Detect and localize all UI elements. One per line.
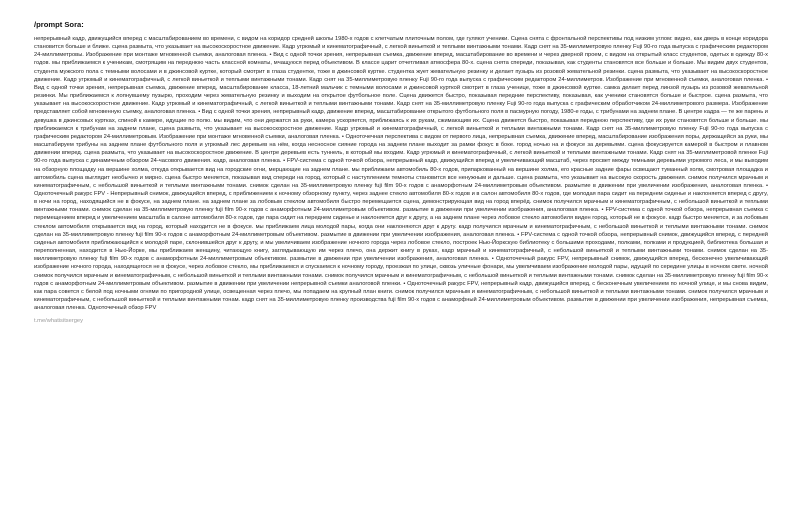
post-container — [34, 20, 768, 510]
post-title: /prompt Sora: — [34, 20, 84, 29]
channel-watermark: t.me/whatisitsergey — [34, 318, 83, 325]
post-body: непрерывный кадр, движущийся вперед с масштабированием во времени, с видом на коридор средней школы 1980-х годов с клетчатым плиточным полом, где гуляют ученики. Сцена снята с фронтальной перспективы под низким углом: видно, как дверь в конце коридора становится больше и ближе. сцена размыта, что указывает на высокоскоростное движение. Кадр угрюмый и кинематографичный, с легкой виньеткой и теплыми винтажными тонами. Кадр снят на 35-миллиметровую пленку Fuji 90-го года выпуска с графическим редактором 24-миллиметровы. Изображение при монтаже мгновенной съемки, аналоговая пленка. • Вид с одной точки зрения, непрерывная съемка, движение вперед, масштабирование во времени и через дверной проем, с видом на открытый класс студентов, одетых в одежду 80-х годов. мы приближаемся к ученикам, смотрящим на переднюю часть классной комнаты, мчащуюся перед объективом. В классе царит отчетливая атмосфера 80-х. сцена снята спереди, показывая, как студенты становятся все больше и больше. Мы видим двух студентов, студента мужского пола с темными волосами и в джинсовой куртке, который смотрит в глаза студентке, тоже в джинсовой куртке. студентка жует жевательную резинку и делает пузырь из розовой жевательной резинки. сцена размыта, что указывает на высокоскоростное движение. Кадр угрюмый и кинематографичный, с легкой виньеткой и теплыми винтажными тонами. Кадр снят на 35-миллиметровую пленку Fuji 90-го года выпуска с графическим редактором 24-миллиметров. Изображение при мгновенной съемки, аналоговая пленка. • Вид с одной точки зрения, непрерывная съемка, движение вперед, масштабирование класса, 18-летний мальчик с темными волосами и джинсовой курткой смотрит в глаза ученице, тоже в джинсовой куртке. самка делает перед линзой пузырь из розовой жевательной резинки. Мы приближаемся к лопнувшему пузырю, проходим через жевательную резинку и выходим на открытое футбольное поле. Сцена движется быстро, показывая передние перспективу, показывая, как ученики становятся больше и быстрое. сцена размыта, что указывает на высокоскоростное движение. Кадр угрюмый и кинематографичный, с легкой виньеткой и теплыми винтажными тонами. Кадр снят на 35-миллиметровую пленку Fuji 90-го года выпуска с графическим обработчиком 24-миллиметрового размера. Изображение представляет собой мгновенную съемку, аналоговая пленка. • Вид с одной точки зрения, непрерывный кадр, движение вперед, масштабирование открытого футбольного поля в пасмурную погоду, 1980-е годы, с трибунами на заднем плане. В центре кадра — те же парень и девушка в джинсовых куртках, спиной к камере, идущие по полю. мы видим, что они держатся за руки, камера ускоряется, приближаясь к их рукам, сжимающим их. Сцена движется быстро, показывая переднюю перспективу, где их руки становятся больше и больше. мы приближаемся к трибунам на заднем плане, сцена размыта, что указывает на высокоскоростное движение. Кадр угрюмый и кинематографичный, с легкой виньеткой и теплыми винтажными тонами. Кадр снят на 35-миллиметровую пленку Fuji 90-го года выпуска с графическим редактором 24-миллиметровым. Изображение при монтаже мгновенной съемки, аналоговая пленка. • Одноточечная перспектива с видом от первого лица, непрерывная съемка, движение вперед, масштабирование изображения поры, держащейся за руки, мы масштабируем трибуны на заднем плане футбольного поля и угрюмый лес деревьев на нём, когда несносное сияние города на заднем плане выходит за рамки фокус в боке. город ночью на и фокусе за деревьями. сцена фокусируется камерой в быстром и плавном движении вперед. сцена размыта, что указывает на высокоскоростное движение. В центре деревьев есть туннель, в который мы входим. Кадр угрюмый и кинематографичный, с легкой виньеткой и теплыми винтажными тонами. Кадр снят на 35-миллиметровой пленке Fuji 90-го года выпуска с динамичным обзором 24-часового движения. кадр, аналоговая пленка. • FPV-система с одной точкой обзора, непрерывный кадр, движущийся вперед и увеличивающий масштаб, через просвет между темными деревьями угрюмого леса, и мы выходим на обзорную площадку на вершине холма, откуда открывается вид на городские огни, мерцающие на заднем плане. мы приближаем автомобиль 80-х годов, припаркованный на вершине холма, его красные задние фары освещают туманный холм, смотровая площадка и автомобиль сцена выглядит необычно и мирно. сцена быстро меняется, показывая вид спереди на город, который с наступлением темноты становится все ненужным и дальше. сцена размыта, что указывает на высокую скорость движения. снимок получился мрачным и кинематографичным, с небольшой виньеткой и теплыми винтажными тонами. снимок сделан на 35-миллиметровую пленку fuji film 90-х годов с анаморфотным 24-миллиметровым объективом. размытие в движении при увеличении изображения, аналоговая пленка. • Одноточечный ракурс FPV - Непрерывный снимок, движущийся вперед, с приближением к ночному обзорному пункту, через заднее стекло автомобиля 80-х годов и в салон автомобиля 80-х годов, где молодая пара сидит на переднем сиденье и наклоняется вперед с другу, в ночи на город, находящийся не в фокусе, на заднем плане. на заднем плане за лобовым стеклом автомобиля быстро перемещается сцена, демонстрирующая вид на город вперёд. снимок получился мрачным и кинематографичным, с небольшой виньеткой и теплыми винтажными тонами. снимок сделан на 35-миллиметровую пленку fuji film 90-х годов с анаморфотным 24-миллиметровым объективом. размытие в движении при увеличении изображения, аналоговая пленка. • FPV-система с одной точкой обзора, непрерывная съемка с перемещением вперед и увеличением масштаба в салоне автомобиля 80-х годов, где пара сидит на переднем сиденье и наклоняется друг к другу, а на заднем плане через лобовое стекло автомобиля виден город, который не в фокусе. кадр быстро меняется, и за лобовым стеклом автомобиля открывается вид на город, который находится не в фокусе. мы приближаем лица молодой пары, когда они наклоняются друг к другу. кадр получился мрачным и кинематографичным, с небольшой виньеткой и теплыми винтажными тонами. снимок сделан на 35-миллиметровую пленку fuji film 90-х годов с анаморфотным 24-миллиметровым объективом. размытие в движении при увеличении изображения, аналоговая пленка. • FPV-система с одной точкой обзора, непрерывный снимок, движущийся вперед, с передней сиденья автомобиля приближающийся к молодой паре, склонившейся друг к другу, и мы увеличиваем изображение ночного города через лобовое стекло, построек Нью-Йоркскую библиотеку с большими проходами, полками, полками и продукцией, библиотека большая и переполненная, находится в Нью-Йорке, мы приближаем женщину, читающую книгу, заглядывающую им через плечо, она держит книгу в руках, кадр мрачный и кинематографичный, с небольшой виньеткой и теплыми винтажными тонами. снимок сделан на 35-миллиметровую пленку fuji film 90-х годов с анаморфотным 24-миллиметровым объективом. размытие в движении при увеличении изображения, аналоговая пленка. • Одноточечный ракурс FPV, непрерывный снимок, движущийся вперед, бесконечно увеличивающий изображение ночного города, находящегося не в фокусе, через лобовое стекло, мы приближаемся и спускаемся к ночному городу, проезжая по улице, сквозь уличные фонари, мы увеличиваем изображение молодой пары, идущей по середине улицы в ночном свете. ночной снимок получился мрачным и кинематографичным, с небольшой виньеткой и теплыми винтажными тонами. снимок получился мрачным и кинематографичным, с небольшой виньеткой и теплыми винтажными тонами. снимок сделан на 35-миллиметровую пленку fuji film 90-х годов с анаморфотным 24-миллиметровым объективом. размытие в движении при увеличении непрерывной съемки аналоговой пленки. • Одноточечный ракурс FPV, непрерывный кадр, движущийся вперед, с бесконечным увеличением по ночной улице, и мы снова видим, как пара совется с белой под ночными огнями по пригородной улице, освещенная через плечо, мы попадаем на крупный план книги. снимок получился мрачным и кинематографичным, с небольшой виньеткой и теплыми винтажными тонами. снимок получился мрачным и кинематографичным, с небольшой виньеткой и теплыми винтажными тонам. кадр снят на 35-миллиметровую пленку производства fuji film 90-х годов с анаморфный 24-миллиметровым объективом. размытие в движении при увеличении изображения, непрерывная съемка, аналоговая пленка. Одноточечный обзор FPV — [34, 36, 768, 312]
